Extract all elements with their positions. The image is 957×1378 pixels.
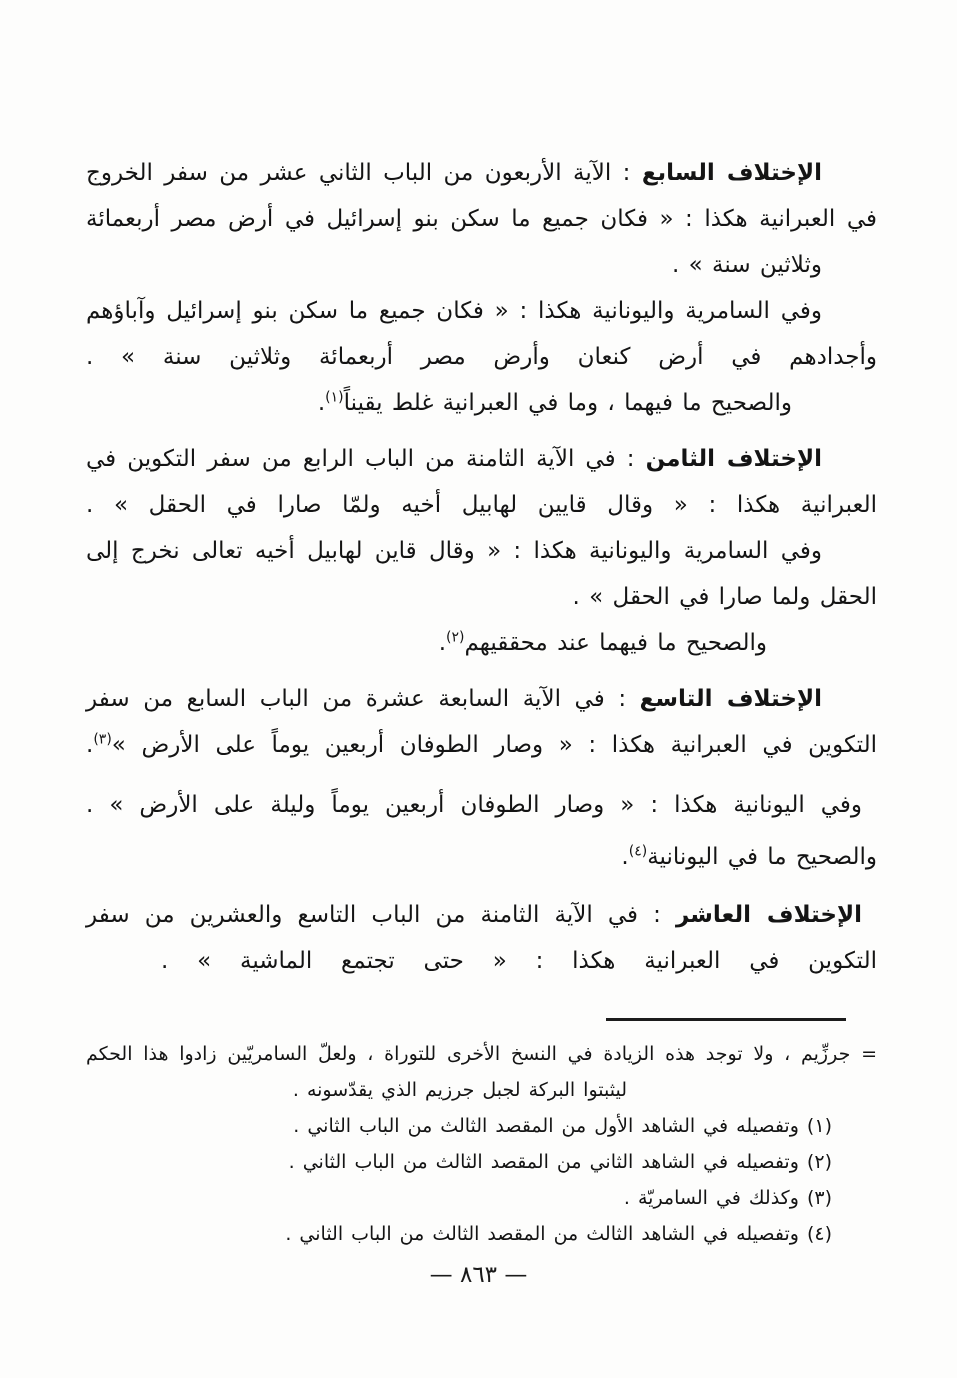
body-line-text: العبرانية هكذا : « وقال قايين لهابيل أخيه ولمّا صارا في الحقل » . [86,492,877,518]
body-line-text: : في الآية الثامنة من الباب التاسع والعشرين من سفر [86,902,676,928]
body-line [86,150,877,196]
body-line-text: وأجدادهم في أرض كنعان وأرض مصر أربعمائة وثلاثين سنة » . [86,344,877,370]
body-line-text: الحقل ولما صارا في الحقل » . [572,584,877,610]
footnote-line: ليثبتوا البركة لجبل جرزيم الذي يقدّسونه . [292,1079,627,1101]
section-heading-eighth: الإختلاف الثامن [645,446,822,472]
footnote-line: = جرزِّيم ، ولا توجد هذه الزيادة في النسخ الأخرى للتوراة ، ولعلّ السامريّين زادوا هذا الحكم [86,1043,877,1065]
body-line [86,436,877,482]
body-line [86,782,877,828]
body-line [86,288,877,334]
body-line-text: في العبرانية هكذا : « فكان جميع ما سكن بنو إسرائيل في أرض مصر أربعمائة [86,206,877,232]
body-line-text: والصحيح ما فيهما عند محققيهم [464,630,767,656]
body-text [86,150,877,984]
body-line [86,242,877,288]
footnote-line: (٤) وتفصيله في الشاهد الثالث من المقصد الثالث من الباب الثاني . [285,1223,832,1245]
body-line [86,380,877,426]
body-line-text: والصحيح ما فيهما ، وما في العبرانية غلط يقيناً [343,390,792,416]
body-line-text: التكوين في العبرانية هكذا : « وصار الطوفان أربعين يوماً على الأرض » [111,732,877,758]
body-line-text: : في الآية السابعة عشرة من الباب السابع من سفر [86,686,640,712]
body-line [86,938,877,984]
footnotes [86,1036,877,1252]
body-line-text: . [621,844,629,870]
body-line-text: وفي السامرية واليونانية هكذا : « فكان جميع ما سكن بنو إسرائيل وآباؤهم [86,298,822,324]
body-line-text: . [438,630,446,656]
body-line-text: : الآية الأربعون من الباب الثاني عشر من سفر الخروج [86,160,642,186]
body-line-text: التكوين في العبرانية هكذا : « حتى تجتمع الماشية » . [161,948,877,974]
body-line [86,482,877,528]
footnote-line: (٣) وكذلك في السامريّة . [623,1187,832,1209]
footnote-ref-2: (٢) [446,629,465,646]
body-line [86,574,877,620]
footnote-ref-3: (٣) [93,731,112,748]
section-heading-ninth: الإختلاف التاسع [639,686,822,712]
body-line [86,196,877,242]
section-heading-tenth: الإختلاف العاشر [675,902,863,928]
footnote-ref-4: (٤) [628,843,648,860]
section-heading-seventh: الإختلاف السابع [641,160,822,186]
footnote-line: (٢) وتفصيله في الشاهد الثاني من المقصد الثالث من الباب الثاني . [288,1151,832,1173]
body-line-text: : في الآية الثامنة من الباب الرابع من سفر التكوين في [86,446,646,472]
body-line [86,722,877,768]
body-line [86,334,877,380]
body-line [86,528,877,574]
body-line-text: وثلاثين سنة » . [672,252,822,278]
body-line [86,620,877,666]
footnote-ref-1: (١) [325,389,344,406]
body-line-text: والصحيح ما في اليونانية [647,844,877,870]
footnote-separator [606,1018,846,1021]
body-line [86,892,877,938]
body-line [86,834,877,880]
body-line-text: وفي السامرية واليونانية هكذا : « وقال قاين لهابيل أخيه تعالى نخرج إلى [86,538,822,564]
body-line-text: وفي اليونانية هكذا : « وصار الطوفان أربعين يوماً وليلة على الأرض » . [86,792,862,818]
body-line [86,676,877,722]
footnote-line: (١) وتفصيله في الشاهد الأول من المقصد الثالث من الباب الثاني . [293,1115,832,1137]
body-line-text: . [317,390,326,416]
page-number: — ٨٦٣ — [429,1262,528,1288]
body-line-text: . [86,732,94,758]
